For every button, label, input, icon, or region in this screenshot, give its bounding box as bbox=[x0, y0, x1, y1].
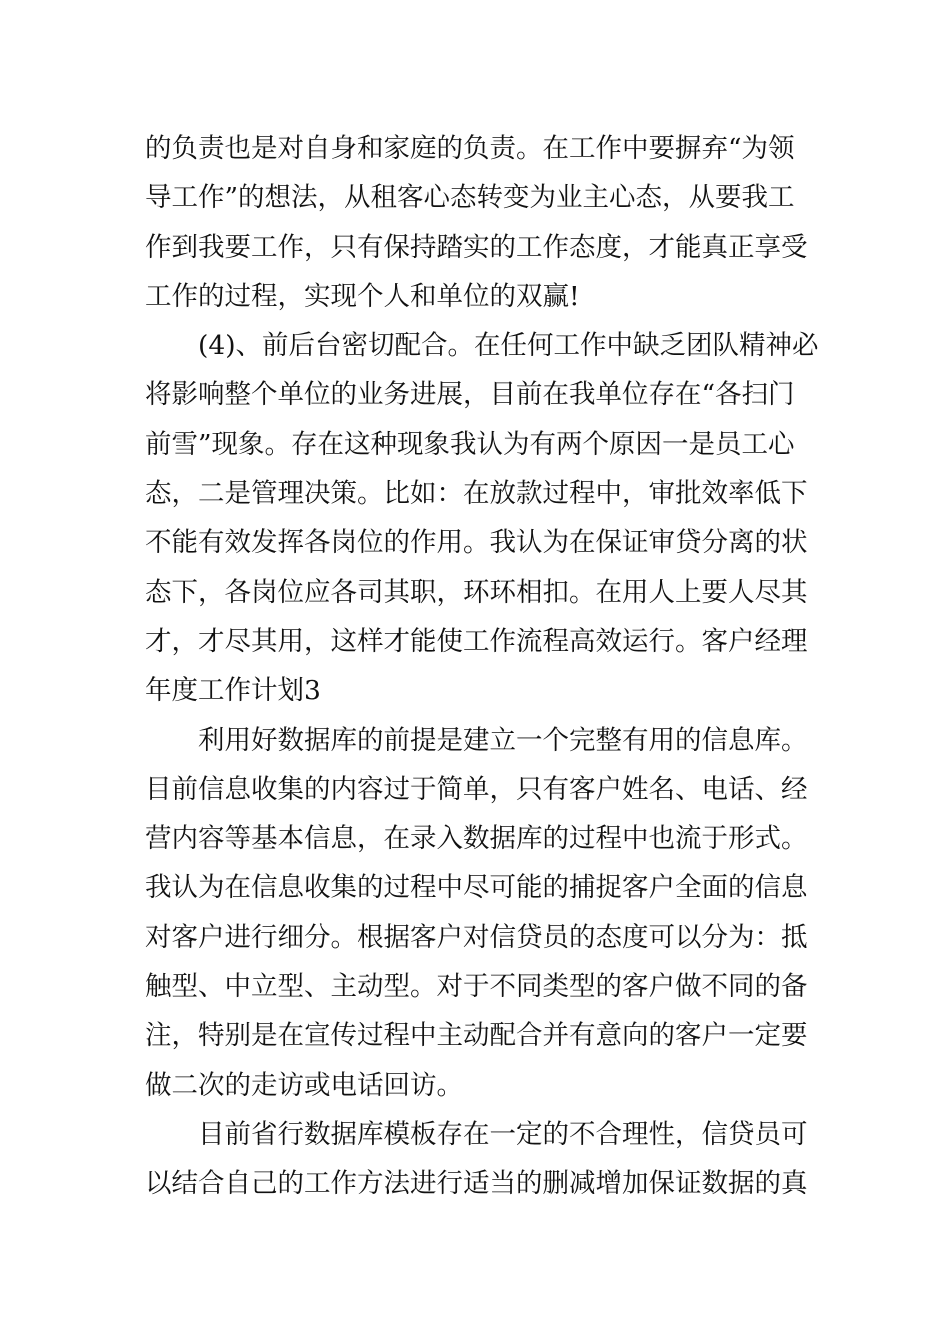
text-line: 注，特别是在宣传过程中主动配合并有意向的客户一定要 bbox=[145, 1020, 808, 1052]
text-line: 的负责也是对自身和家庭的负责。在工作中要摒弃“为领 bbox=[145, 133, 795, 164]
text-line: 触型、中立型、主动型。对于不同类型的客户做不同的备 bbox=[145, 971, 808, 1003]
text-line: 对客户进行细分。根据客户对信贷员的态度可以分为：抵 bbox=[145, 921, 808, 953]
text-line: 导工作”的想法，从租客心态转变为业主心态，从要我工 bbox=[145, 182, 795, 214]
text-line: 才，才尽其用，这样才能使工作流程高效运行。客户经理 bbox=[145, 625, 808, 657]
text-line: 不能有效发挥各岗位的作用。我认为在保证审贷分离的状 bbox=[145, 527, 808, 559]
text-line: 营内容等基本信息，在录入数据库的过程中也流于形式。 bbox=[145, 823, 808, 855]
section-heading-line: 年度工作计划3 bbox=[145, 675, 321, 707]
document-body bbox=[145, 124, 819, 1209]
text-line: 态下，各岗位应各司其职，环环相扣。在用人上要人尽其 bbox=[145, 576, 808, 608]
text-line: 作到我要工作，只有保持踏实的工作态度，才能真正享受 bbox=[145, 231, 808, 263]
text-line: 前雪”现象。存在这种现象我认为有两个原因一是员工心 bbox=[145, 428, 795, 460]
paragraph-start-line: 目前省行数据库模板存在一定的不合理性，信贷员可 bbox=[198, 1118, 808, 1150]
paragraph-start-line: (4)、前后台密切配合。在任何工作中缺乏团队精神必 bbox=[198, 330, 819, 362]
text-line: 目前信息收集的内容过于简单，只有客户姓名、电话、经 bbox=[145, 773, 808, 805]
paragraph-start-line: 利用好数据库的前提是建立一个完整有用的信息库。 bbox=[198, 724, 808, 756]
text-line: 将影响整个单位的业务进展，目前在我单位存在“各扫门 bbox=[145, 379, 795, 411]
text-line: 态，二是管理决策。比如：在放款过程中，审批效率低下 bbox=[145, 478, 808, 510]
text-line: 以结合自己的工作方法进行适当的删减增加保证数据的真 bbox=[145, 1168, 808, 1200]
text-line: 做二次的走访或电话回访。 bbox=[145, 1069, 463, 1101]
text-line: 工作的过程，实现个人和单位的双赢! bbox=[145, 280, 580, 312]
text-line: 我认为在信息收集的过程中尽可能的捕捉客户全面的信息 bbox=[145, 872, 808, 904]
